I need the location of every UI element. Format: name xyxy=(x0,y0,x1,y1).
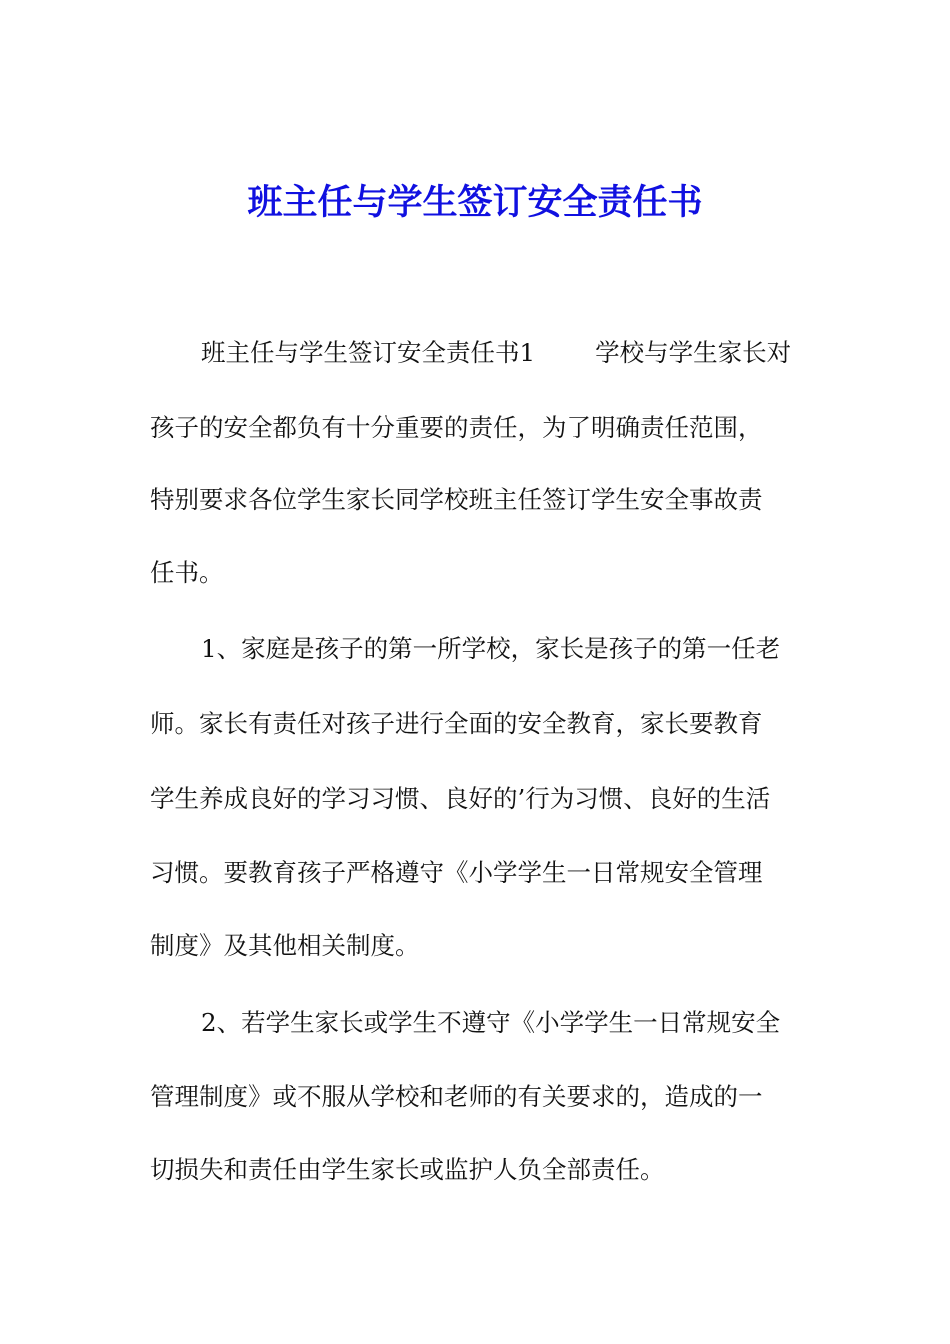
item-1-line-3: 学生养成良好的学习习惯、良好的’行为习惯、良好的生活 xyxy=(150,784,771,813)
item-1-line-5: 制度》及其他相关制度。 xyxy=(150,931,420,960)
item-1-line-4: 习惯。要教育孩子严格遵守《小学学生一日常规安全管理 xyxy=(150,858,763,887)
document-title: 班主任与学生签订安全责任书 xyxy=(247,182,703,223)
item-2-line-2: 管理制度》或不服从学校和老师的有关要求的，造成的一 xyxy=(150,1082,763,1111)
intro-heading: 班主任与学生签订安全责任书1 xyxy=(201,338,536,367)
intro-line-3: 特别要求各位学生家长同学校班主任签订学生安全事故责 xyxy=(150,485,763,514)
item-1-line-1: 1、家庭是孩子的第一所学校，家长是孩子的第一任老 xyxy=(201,634,781,663)
item-2-line-3: 切损失和责任由学生家长或监护人负全部责任。 xyxy=(150,1155,665,1184)
intro-line-1 xyxy=(201,333,791,373)
intro-line-2: 孩子的安全都负有十分重要的责任，为了明确责任范围， xyxy=(150,413,763,442)
intro-line-4: 任书。 xyxy=(150,558,224,587)
item-1-line-2: 师。家长有责任对孩子进行全面的安全教育，家长要教育 xyxy=(150,709,763,738)
item-2-line-1: 2、若学生家长或学生不遵守《小学学生一日常规安全 xyxy=(201,1008,781,1037)
intro-line-1-rest: 学校与学生家长对 xyxy=(595,338,792,367)
